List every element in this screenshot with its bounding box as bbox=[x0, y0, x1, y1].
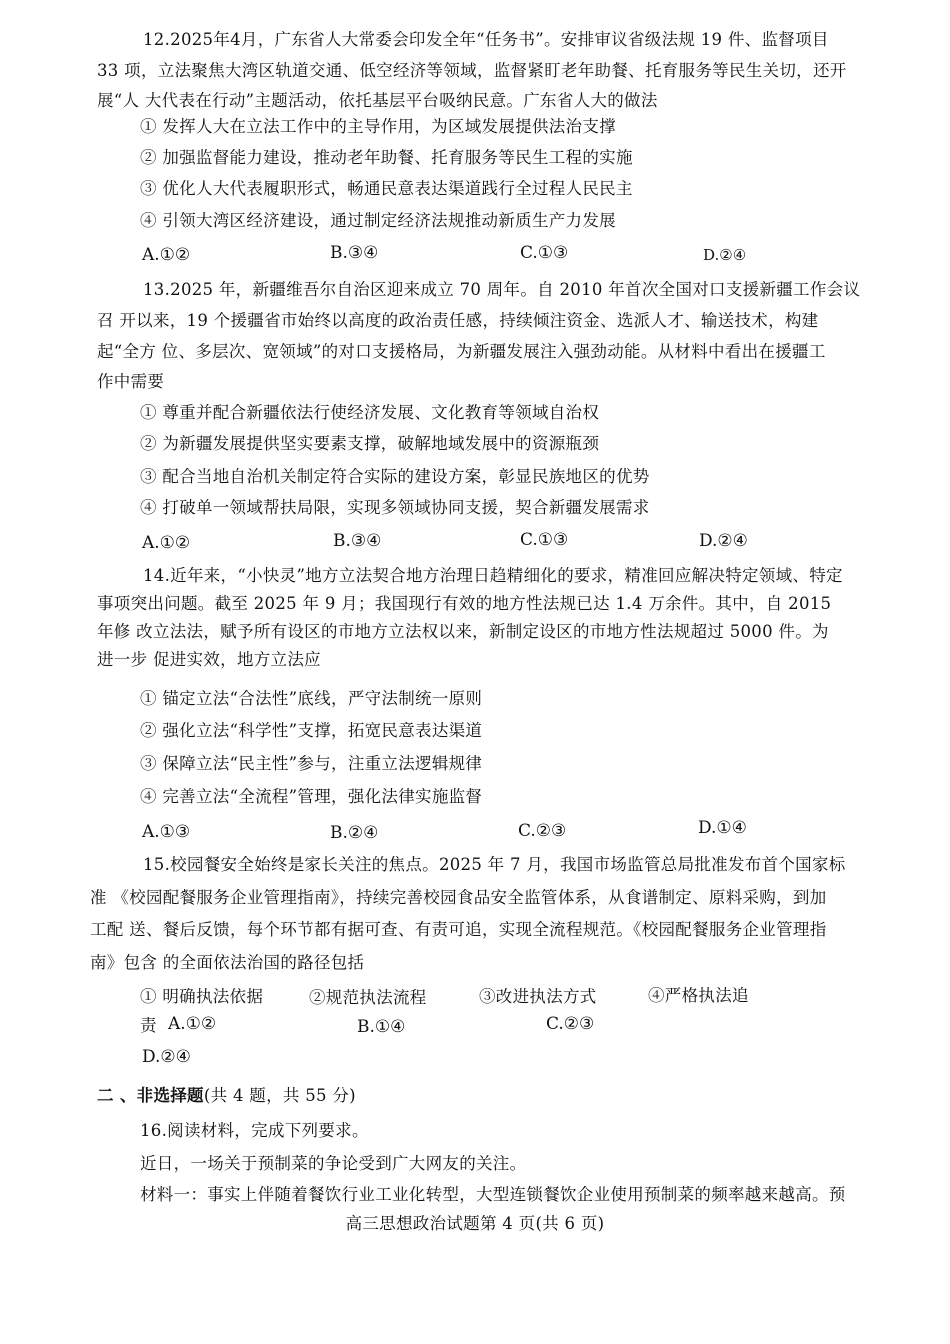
q13-stem-line-2: 召 开以来，19 个援疆省市始终以高度的政治责任感，持续倾注资金、选派人才、输送技术，构建 bbox=[97, 311, 819, 330]
q12-choice-a: A.①② bbox=[142, 245, 191, 265]
q13-stem-line-4: 作中需要 bbox=[97, 372, 165, 391]
q13-item-4: ④ 打破单一领域帮扶局限，实现多领域协同支援，契合新疆发展需求 bbox=[140, 498, 650, 517]
q12-item-2: ② 加强监督能力建设，推动老年助餐、托育服务等民生工程的实施 bbox=[140, 148, 633, 167]
q14-choice-b: B.②④ bbox=[330, 823, 379, 843]
q14-item-1: ① 锚定立法“合法性”底线，严守法制统一原则 bbox=[140, 689, 483, 708]
q15-choice-d: D.②④ bbox=[142, 1047, 191, 1067]
q13-item-1: ① 尊重并配合新疆依法行使经济发展、文化教育等领域自治权 bbox=[140, 403, 600, 422]
q13-choice-a: A.①② bbox=[142, 533, 191, 553]
section-heading-title: 二 、非选择题 bbox=[97, 1086, 204, 1105]
q14-stem-line-3: 年修 改立法法，赋予所有设区的市地方立法权以来，新制定设区的市地方性法规超过 5000 件。为 bbox=[97, 622, 829, 641]
q13-item-2: ② 为新疆发展提供坚实要素支撑，破解地域发展中的资源瓶颈 bbox=[140, 434, 600, 453]
page-footer: 高三思想政治试题第 4 页(共 6 页) bbox=[345, 1214, 605, 1233]
section-heading-note: (共 4 题，共 55 分) bbox=[203, 1086, 356, 1105]
q14-item-2: ② 强化立法“科学性”支撑，拓宽民意表达渠道 bbox=[140, 721, 483, 740]
q13-item-3: ③ 配合当地自治机关制定符合实际的建设方案，彰显民族地区的优势 bbox=[140, 467, 650, 486]
q15-stem-line-2: 准 《校园配餐服务企业管理指南》，持续完善校园食品安全监管体系，从食谱制定、原料采购，到加 bbox=[90, 888, 827, 907]
q12-stem-line-1: 12.2025年4月，广东省人大常委会印发全年“任务书”。安排审议省级法规 19 件、监督项目 bbox=[143, 30, 829, 49]
q15-choice-c: C.②③ bbox=[546, 1014, 595, 1034]
q13-choice-c: C.①③ bbox=[520, 530, 569, 550]
q13-choice-b: B.③④ bbox=[333, 531, 382, 551]
q16-material-1: 材料一：事实上伴随着餐饮行业工业化转型，大型连锁餐饮企业使用预制菜的频率越来越高。预 bbox=[140, 1185, 846, 1204]
q13-choice-d: D.②④ bbox=[699, 531, 748, 551]
q13-stem-line-3: 起“全方 位、多层次、宽领域”的对口支援格局，为新疆发展注入强劲动能。从材料中看出在援疆工 bbox=[97, 342, 826, 361]
q12-choice-b: B.③④ bbox=[330, 243, 379, 263]
q15-stem-line-4: 南》包含 的全面依法治国的路径包括 bbox=[90, 953, 365, 972]
q12-stem-line-2: 33 项，立法聚焦大湾区轨道交通、低空经济等领域，监督紧盯老年助餐、托育服务等民生关切，还开 bbox=[97, 61, 847, 80]
q12-choice-d: D.②④ bbox=[703, 246, 747, 264]
q14-choice-c: C.②③ bbox=[518, 821, 567, 841]
q15-item-2: ②规范执法流程 bbox=[309, 988, 427, 1007]
q12-item-3: ③ 优化人大代表履职形式，畅通民意表达渠道践行全过程人民民主 bbox=[140, 179, 633, 198]
q14-item-3: ③ 保障立法“民主性”参与，注重立法逻辑规律 bbox=[140, 754, 483, 773]
q15-choice-a: A.①② bbox=[168, 1014, 217, 1034]
q14-stem-line-2: 事项突出问题。截至 2025 年 9 月；我国现行有效的地方性法规已达 1.4 万余件。其中，自 2015 bbox=[97, 594, 832, 613]
q12-item-1: ① 发挥人大在立法工作中的主导作用，为区域发展提供法治支撑 bbox=[140, 117, 616, 136]
q15-item-4-wrap: 责 bbox=[140, 1016, 157, 1035]
q14-choice-a: A.①③ bbox=[142, 822, 191, 842]
q15-choice-b: B.①④ bbox=[357, 1017, 406, 1037]
q15-item-1: ① 明确执法依据 bbox=[140, 987, 264, 1006]
q14-item-4: ④ 完善立法“全流程”管理，强化法律实施监督 bbox=[140, 787, 483, 806]
q14-stem-line-1: 14.近年来，“小快灵”地方立法契合地方治理日趋精细化的要求，精准回应解决特定领域、特定 bbox=[143, 566, 843, 585]
q12-choice-c: C.①③ bbox=[520, 243, 569, 263]
section-heading bbox=[97, 1086, 356, 1106]
q12-stem-line-3: 展“人 大代表在行动”主题活动，依托基层平台吸纳民意。广东省人大的做法 bbox=[97, 91, 658, 110]
q15-item-3: ③改进执法方式 bbox=[479, 987, 597, 1006]
q15-stem-line-1: 15.校园餐安全始终是家长关注的焦点。2025 年 7 月，我国市场监管总局批准发布首个国家标 bbox=[143, 855, 846, 874]
q14-choice-d: D.①④ bbox=[698, 818, 747, 838]
q16-title: 16.阅读材料，完成下列要求。 bbox=[140, 1121, 369, 1140]
q15-stem-line-3: 工配 送、餐后反馈，每个环节都有据可查、有责可追，实现全流程规范。《校园配餐服务企业管理指 bbox=[90, 920, 827, 939]
q16-intro: 近日，一场关于预制菜的争论受到广大网友的关注。 bbox=[140, 1154, 527, 1173]
q15-item-4: ④严格执法追 bbox=[648, 986, 749, 1005]
q14-stem-line-4: 进一步 促进实效，地方立法应 bbox=[97, 650, 321, 669]
q12-item-4: ④ 引领大湾区经济建设，通过制定经济法规推动新质生产力发展 bbox=[140, 211, 616, 230]
q13-stem-line-1: 13.2025 年，新疆维吾尔自治区迎来成立 70 周年。自 2010 年首次全国对口支援新疆工作会议 bbox=[143, 280, 861, 299]
